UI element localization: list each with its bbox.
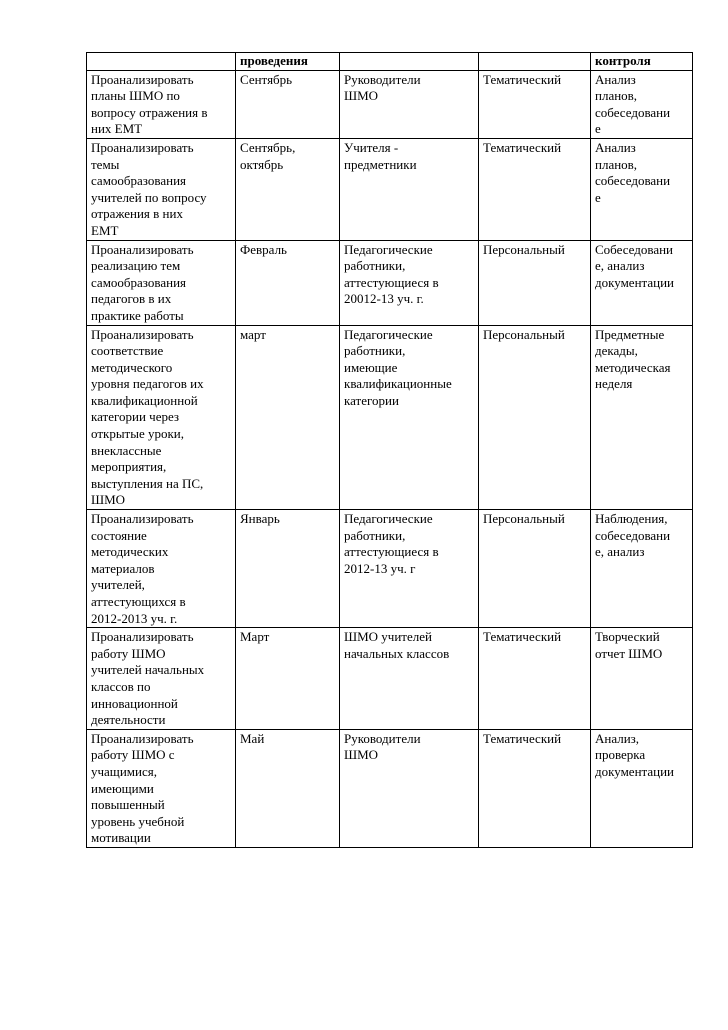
cell-object: Руководители ШМО (340, 729, 479, 847)
table-row (87, 240, 693, 325)
cell-type: Персональный (479, 240, 591, 325)
cell-type: Тематический (479, 70, 591, 138)
cell-period: Сентябрь, октябрь (236, 138, 340, 240)
cell-object: Педагогические работники, имеющие квалификационные категории (340, 325, 479, 510)
header-cell-object (340, 53, 479, 71)
cell-goal: Проанализировать темы самообразования учителей по вопросу отражения в них ЕМТ (87, 138, 236, 240)
cell-goal: Проанализировать состояние методических материалов учителей, аттестующихся в 2012-2013 уч. г. (87, 510, 236, 628)
cell-type: Тематический (479, 628, 591, 730)
cell-goal: Проанализировать реализацию тем самообразования педагогов в их практике работы (87, 240, 236, 325)
cell-method: Собеседовани е, анализ документации (591, 240, 693, 325)
cell-period: Февраль (236, 240, 340, 325)
header-cell-type (479, 53, 591, 71)
cell-object: Учителя - предметники (340, 138, 479, 240)
table-header-row (87, 53, 693, 71)
cell-method: Анализ планов, собеседовани е (591, 70, 693, 138)
cell-object: Педагогические работники, аттестующиеся в 20012-13 уч. г. (340, 240, 479, 325)
header-cell-method: контроля (591, 53, 693, 71)
table-row (87, 510, 693, 628)
table-row (87, 70, 693, 138)
cell-goal: Проанализировать работу ШМО учителей начальных классов по инновационной деятельности (87, 628, 236, 730)
cell-period: Сентябрь (236, 70, 340, 138)
cell-period: Январь (236, 510, 340, 628)
cell-object: Педагогические работники, аттестующиеся в 2012-13 уч. г (340, 510, 479, 628)
table-row (87, 325, 693, 510)
control-plan-table (86, 52, 693, 848)
cell-object: Руководители ШМО (340, 70, 479, 138)
cell-type: Тематический (479, 729, 591, 847)
cell-type: Персональный (479, 325, 591, 510)
table-row (87, 628, 693, 730)
header-cell-goal (87, 53, 236, 71)
cell-goal: Проанализировать соответствие методического уровня педагогов их квалификационной категории через открытые уроки, внеклассные мероприятия, выступления на ПС, ШМО (87, 325, 236, 510)
table-row (87, 729, 693, 847)
cell-object: ШМО учителей начальных классов (340, 628, 479, 730)
cell-goal: Проанализировать работу ШМО с учащимися, имеющими повышенный уровень учебной мотивации (87, 729, 236, 847)
cell-period: март (236, 325, 340, 510)
cell-method: Анализ планов, собеседовани е (591, 138, 693, 240)
cell-period: Май (236, 729, 340, 847)
cell-method: Анализ, проверка документации (591, 729, 693, 847)
cell-type: Тематический (479, 138, 591, 240)
cell-method: Творческий отчет ШМО (591, 628, 693, 730)
cell-method: Предметные декады, методическая неделя (591, 325, 693, 510)
cell-method: Наблюдения, собеседовани е, анализ (591, 510, 693, 628)
cell-goal: Проанализировать планы ШМО по вопросу отражения в них ЕМТ (87, 70, 236, 138)
table-row (87, 138, 693, 240)
cell-period: Март (236, 628, 340, 730)
header-cell-period: проведения (236, 53, 340, 71)
cell-type: Персональный (479, 510, 591, 628)
